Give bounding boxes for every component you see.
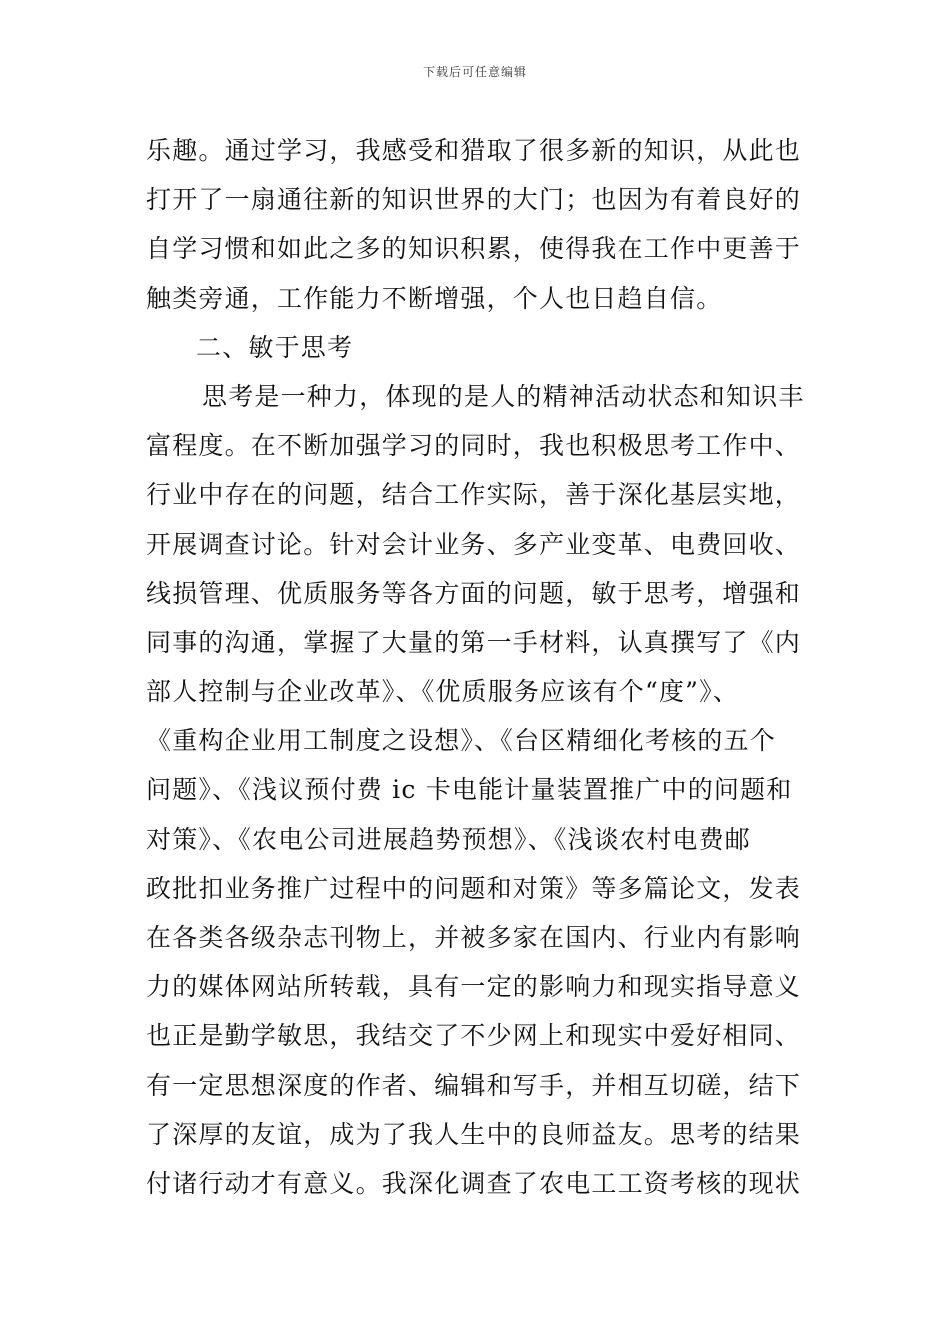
text-line: 线损管理、优质服务等各方面的问题，敏于思考，增强和 [146, 578, 802, 608]
text-line: 也正是勤学敏思，我结交了不少网上和现实中爱好相同、 [146, 1021, 802, 1051]
text-line: 力的媒体网站所转载，具有一定的影响力和现实指导意义 [146, 972, 802, 1002]
text-line: 乐趣。通过学习，我感受和猎取了很多新的知识，从此也 [146, 136, 802, 165]
text-line: 付诸行动才有意义。我深化调查了农电工工资考核的现状 [146, 1168, 802, 1198]
page-header: 下载后可任意编辑 [422, 65, 527, 79]
text-line: 自学习惯和如此之多的知识积累，使得我在工作中更善于 [146, 234, 802, 264]
text-line: 《重构企业用工制度之设想》、《台区精细化考核的五个 [146, 726, 777, 756]
text-line: 问题》、《浅议预付费 ic 卡电能计量装置推广中的问题和 [146, 775, 793, 805]
text-line: 开展调查讨论。针对会计业务、多产业变革、电费回收、 [146, 529, 802, 559]
text-line: 打开了一扇通往新的知识世界的大门；也因为有着良好的 [146, 185, 802, 215]
text-line: 对策》、《农电公司进展趋势预想》、《浅谈农村电费邮 [146, 824, 752, 854]
document-body [146, 126, 810, 1208]
text-line: 有一定思想深度的作者、编辑和写手，并相互切磋，结下 [146, 1070, 802, 1100]
text-line: 行业中存在的问题，结合工作实际，善于深化基层实地， [146, 480, 802, 510]
text-line: 同事的沟通，掌握了大量的第一手材料，认真撰写了《内 [146, 627, 802, 657]
text-line: 思考是一种力，体现的是人的精神活动状态和知识丰 [202, 381, 805, 411]
section-heading: 二、敏于思考 [196, 332, 354, 362]
text-line: 部人控制与企业改革》、《优质服务应该有个“度”》、 [146, 677, 740, 707]
text-line: 触类旁通，工作能力不断增强，个人也日趋自信。 [146, 283, 723, 313]
text-line: 政批扣业务推广过程中的问题和对策》等多篇论文，发表 [146, 873, 802, 903]
text-line: 了深厚的友谊，成为了我人生中的良师益友。思考的结果 [146, 1119, 802, 1149]
text-line: 在各类各级杂志刊物上，并被多家在国内、行业内有影响 [146, 923, 802, 952]
text-line: 富程度。在不断加强学习的同时，我也积极思考工作中、 [146, 431, 802, 461]
